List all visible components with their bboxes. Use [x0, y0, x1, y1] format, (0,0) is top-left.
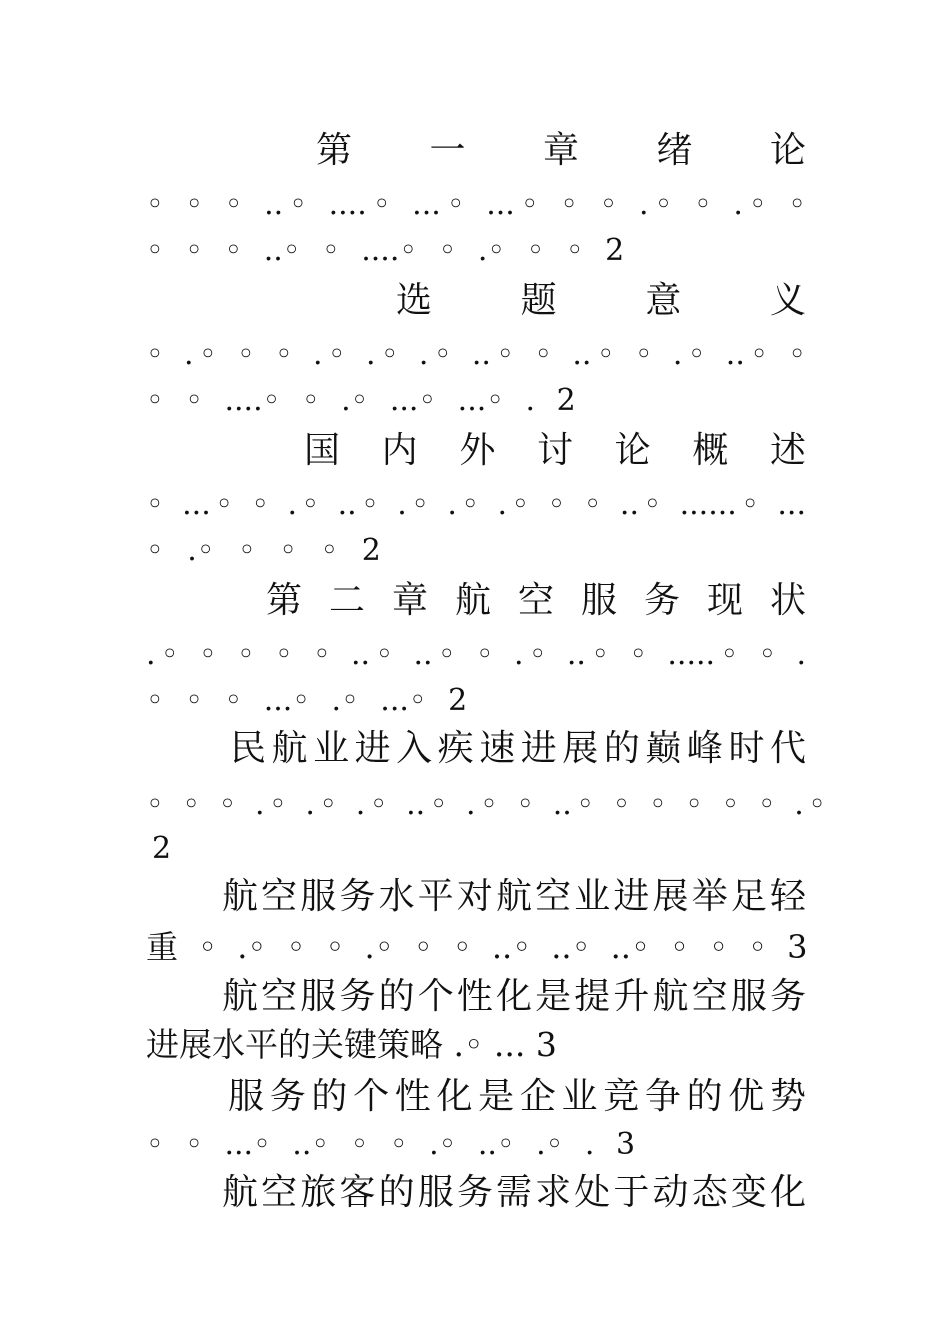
toc-leader-s5: 进展水平的关键策略 .◦ ... 3 — [146, 1025, 557, 1064]
toc-leader-s2-a: ◦ ...◦ ◦ .◦ ..◦ .◦ .◦ .◦ ◦ ◦ ..◦ ......◦ ... — [146, 487, 806, 522]
toc-leader-s1-b: ◦ ◦ ....◦ ◦ .◦ ...◦ ...◦ . 2 — [146, 383, 576, 418]
toc-leader-ch2-a: .◦ ◦ ◦ ◦ ◦ ..◦ ..◦ ◦ .◦ ..◦ ◦ .....◦ ◦ . — [146, 637, 806, 672]
toc-heading-s4[interactable]: 航空服务水平对航空业进展举足轻 — [222, 876, 806, 917]
toc-leader-s3-b: 2 — [152, 831, 172, 866]
toc-heading-s1[interactable]: 选 题 意 义 — [396, 280, 806, 321]
toc-leader-s2-b: ◦ .◦ ◦ ◦ ◦ 2 — [146, 533, 381, 568]
toc-leader-ch2-b: ◦ ◦ ◦ ...◦ .◦ ...◦ 2 — [146, 683, 468, 718]
toc-heading-s7[interactable]: 航空旅客的服务需求处于动态变化 — [222, 1172, 806, 1213]
toc-leader-s6: ◦ ◦ ...◦ ..◦ ◦ ◦ .◦ ..◦ .◦ . 3 — [146, 1127, 636, 1162]
toc-leader-ch1-a: ◦ ◦ ◦ ..◦ ....◦ ...◦ ...◦ ◦ ◦ .◦ ◦ .◦ ◦ — [146, 187, 806, 222]
toc-leader-s1-a: ◦ .◦ ◦ ◦ .◦ .◦ .◦ ..◦ ◦ ..◦ ◦ .◦ ..◦ ◦ — [146, 337, 806, 372]
toc-heading-ch2[interactable]: 第 二 章 航 空 服 务 现 状 — [266, 580, 806, 621]
toc-leader-s4: 重 ◦ .◦ ◦ ◦ .◦ ◦ ◦ ..◦ ..◦ ..◦ ◦ ◦ ◦ 3 — [146, 928, 808, 966]
toc-heading-s3[interactable]: 民航业进入疾速进展的巅峰时代 — [230, 728, 806, 769]
toc-leader-ch1-b: ◦ ◦ ◦ ..◦ ◦ ....◦ ◦ .◦ ◦ ◦ 2 — [146, 233, 625, 268]
toc-heading-s2[interactable]: 国 内 外 讨 论 概 述 — [304, 430, 806, 471]
toc-heading-s5[interactable]: 航空服务的个性化是提升航空服务 — [222, 976, 806, 1017]
toc-heading-ch1[interactable]: 第 一 章 绪 论 — [316, 130, 806, 171]
toc-heading-s6[interactable]: 服务的个性化是企业竞争的优势 — [228, 1076, 806, 1117]
toc-leader-s3-a: ◦ ◦ ◦ .◦ .◦ .◦ ..◦ .◦ ◦ ..◦ ◦ ◦ ◦ ◦ ◦ .◦ — [146, 787, 826, 822]
